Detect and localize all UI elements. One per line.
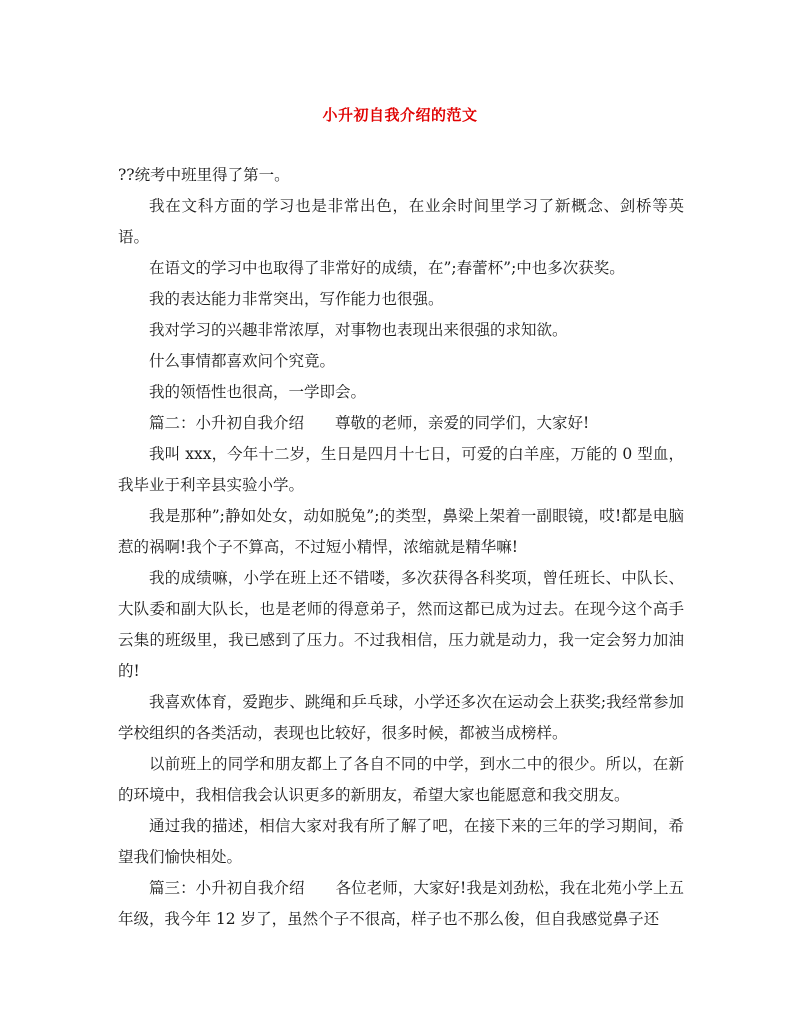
paragraph: 在语文的学习中也取得了非常好的成绩，在”;春蕾杯”;中也多次获奖。 [149,259,625,277]
paragraph: 我是那种”;静如处女，动如脱兔”;的类型，鼻梁上架着一副眼镜，哎!都是电脑惹的祸啊!我个子不算高，不过短小精悍，浓缩就是精华嘛! [118,507,684,556]
paragraph: 通过我的描述，相信大家对我有所了解了吧，在接下来的三年的学习期间，希望我们愉快相处。 [118,817,684,866]
paragraph: 以前班上的同学和朋友都上了各自不同的中学，到水二中的很少。所以，在新的环境中，我相信我会认识更多的新朋友，希望大家也能愿意和我交朋友。 [118,755,684,804]
paragraph: 我喜欢体育，爱跑步、跳绳和乒乓球，小学还多次在运动会上获奖;我经常参加学校组织的各类活动，表现也比较好，很多时候，都被当成榜样。 [118,693,684,742]
paragraph: 我对学习的兴趣非常浓厚，对事物也表现出来很强的求知欲。 [149,321,568,339]
section-heading-paragraph: 篇三：小升初自我介绍 各位老师，大家好!我是刘劲松，我在北苑小学上五年级，我今年 12 岁了，虽然个子不很高，样子也不那么俊，但自我感觉鼻子还 [118,879,684,928]
paragraph: 什么事情都喜欢问个究竟。 [149,352,336,370]
document-body [118,160,684,935]
paragraph: ??统考中班里得了第一。 [118,166,290,184]
paragraph: 我叫 xxx，今年十二岁，生日是四月十七日，可爱的白羊座，万能的 0 型血，我毕业于利辛县实验小学。 [118,445,684,494]
paragraph: 我的表达能力非常突出，写作能力也很强。 [149,290,444,308]
paragraph: 我的成绩嘛，小学在班上还不错喽，多次获得各科奖项，曾任班长、中队长、大队委和副大队长，也是老师的得意弟子，然而这都已成为过去。在现今这个高手云集的班级里，我已感到了压力。不过我相信，压力就是动力，我一定会努力加油的! [118,569,684,680]
paragraph: 我的领悟性也很高，一学即会。 [149,383,367,401]
paragraph: 我在文科方面的学习也是非常出色，在业余时间里学习了新概念、剑桥等英语。 [118,197,684,246]
document-title: 小升初自我介绍的范文 [322,106,478,124]
section-heading-paragraph: 篇二：小升初自我介绍 尊敬的老师，亲爱的同学们，大家好! [149,414,590,432]
